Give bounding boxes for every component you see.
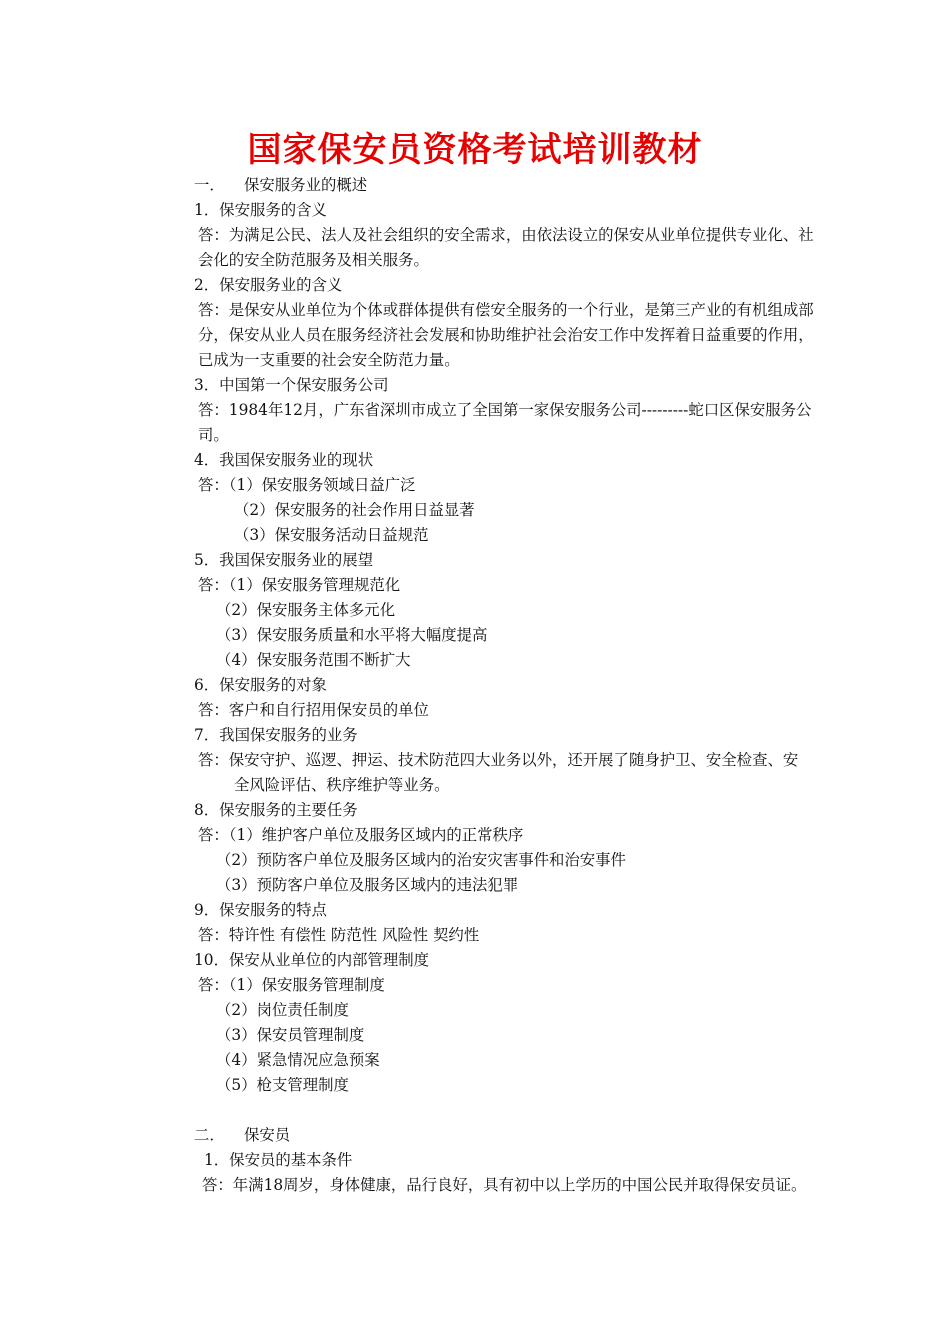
section-number: 一． [194, 176, 225, 194]
question: 5．我国保安服务业的展望 [194, 551, 374, 569]
question: 1．保安员的基本条件 [204, 1151, 353, 1169]
answer: 答：为满足公民、法人及社会组织的安全需求，由依法设立的保安从业单位提供专业化、社会化的安全防范服务及相关服务。 [198, 226, 814, 269]
question: 2．保安服务业的含义 [194, 276, 343, 294]
document-title: 国家保安员资格考试培训教材 [247, 130, 703, 170]
answer: 答：是保安从业单位为个体或群体提供有偿安全服务的一个行业，是第三产业的有机组成部分，保安从业人员在服务经济社会发展和协助维护社会治安工作中发挥着日益重要的作用，已成为一支重要的社会安全防范力量。 [198, 301, 814, 369]
question: 9．保安服务的特点 [194, 901, 327, 919]
answer-continuation: 全风险评估、秩序维护等业务。 [234, 776, 450, 794]
section-number: 二． [194, 1126, 225, 1144]
question: 6．保安服务的对象 [194, 676, 327, 694]
answer: 答：特许性 有偿性 防范性 风险性 契约性 [198, 926, 480, 944]
answer-item: （3）预防客户单位及服务区域内的违法犯罪 [216, 876, 519, 894]
question: 10．保安从业单位的内部管理制度 [194, 951, 430, 969]
answer-item: 答：（1）保安服务管理规范化 [198, 576, 401, 594]
question: 4．我国保安服务业的现状 [194, 451, 374, 469]
answer-item: （5）枪支管理制度 [216, 1076, 349, 1094]
answer-item: （2）保安服务的社会作用日益显著 [234, 501, 475, 519]
spacer [194, 1098, 814, 1123]
answer-item: 答：（1）维护客户单位及服务区域内的正常秩序 [198, 826, 524, 844]
answer-item: （4）保安服务范围不断扩大 [216, 651, 411, 669]
answer: 答：保安守护、巡逻、押运、技术防范四大业务以外，还开展了随身护卫、安全检查、安 [198, 751, 799, 769]
answer-item: （3）保安服务质量和水平将大幅度提高 [216, 626, 488, 644]
answer-item: （3）保安员管理制度 [216, 1026, 365, 1044]
answer-item: （2）岗位责任制度 [216, 1001, 349, 1019]
answer: 答：客户和自行招用保安员的单位 [198, 701, 429, 719]
document-body [194, 173, 814, 1198]
answer: 答：1984年12月，广东省深圳市成立了全国第一家保安服务公司---------蛇口区保安服务公司。 [198, 401, 812, 444]
answer-item: （2）预防客户单位及服务区域内的治安灾害事件和治安事件 [216, 851, 626, 869]
answer-item: （2）保安服务主体多元化 [216, 601, 396, 619]
answer-item: 答：（1）保安服务管理制度 [198, 976, 385, 994]
question: 7．我国保安服务的业务 [194, 726, 358, 744]
answer-item: （4）紧急情况应急预案 [216, 1051, 380, 1069]
question: 8．保安服务的主要任务 [194, 801, 358, 819]
section-title: 保安员 [244, 1126, 291, 1144]
question: 1．保安服务的含义 [194, 201, 327, 219]
answer: 答：年满18周岁，身体健康，品行良好，具有初中以上学历的中国公民并取得保安员证。 [202, 1176, 807, 1194]
answer-item: 答：（1）保安服务领域日益广泛 [198, 476, 416, 494]
answer-item: （3）保安服务活动日益规范 [234, 526, 429, 544]
question: 3．中国第一个保安服务公司 [194, 376, 389, 394]
section-heading [194, 173, 814, 198]
section-title: 保安服务业的概述 [244, 176, 368, 194]
section-heading [194, 1123, 814, 1148]
